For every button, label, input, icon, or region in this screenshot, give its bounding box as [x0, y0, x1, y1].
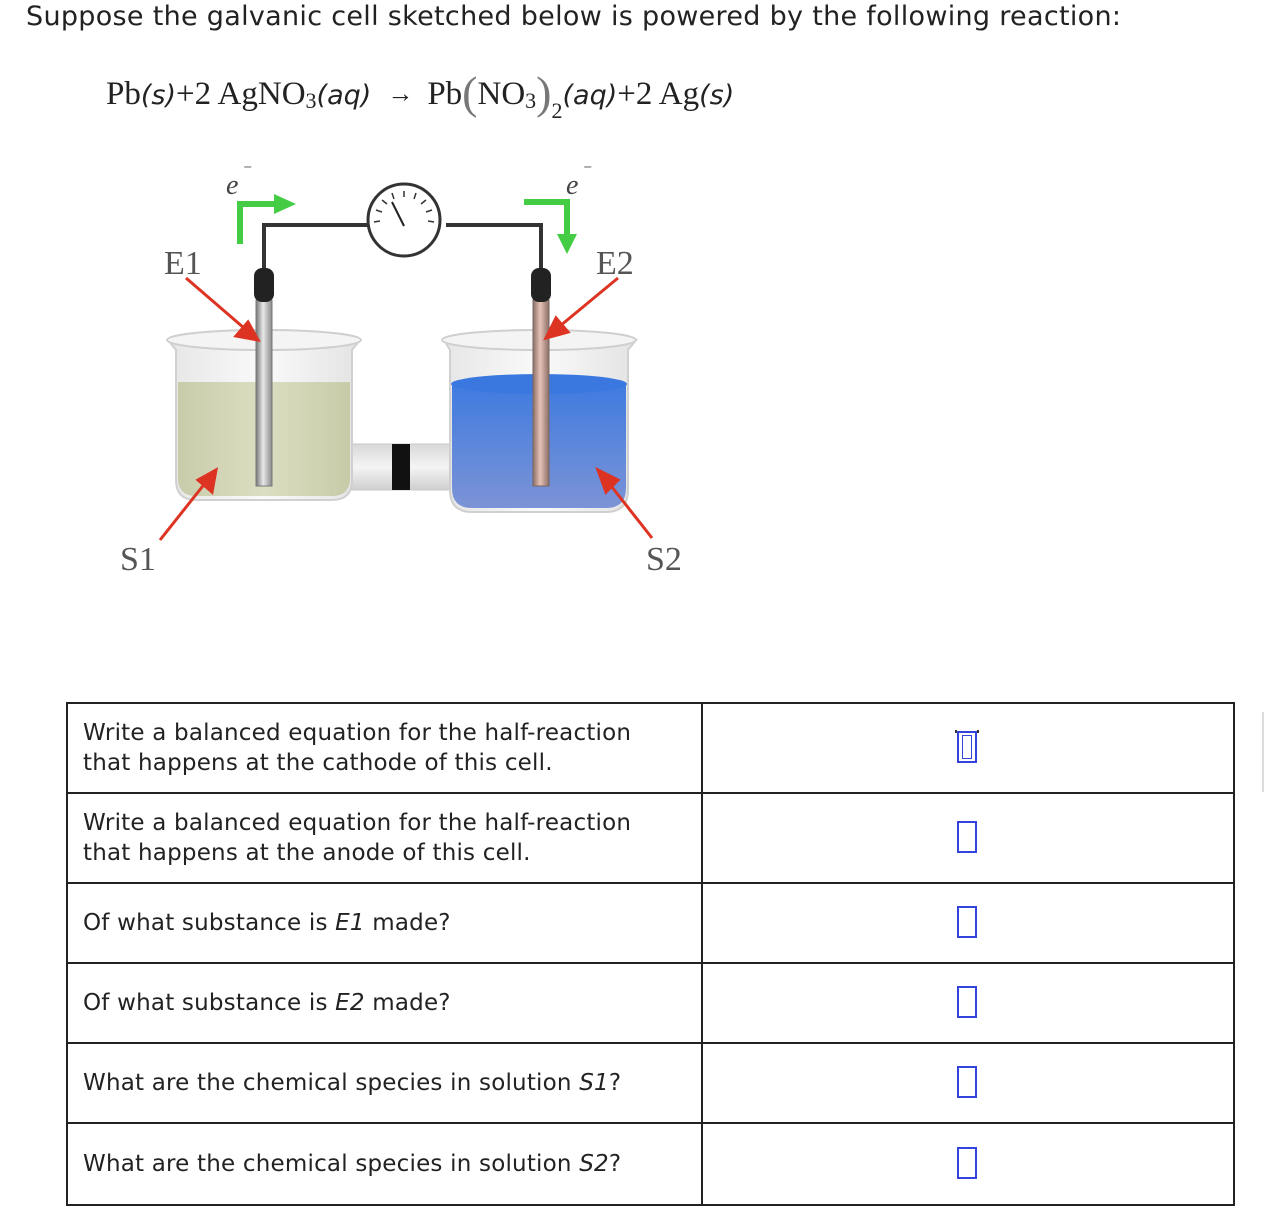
question-text: [67, 703, 702, 793]
reactant-pb: Pb: [106, 76, 141, 112]
question-text-part: Write a balanced equation for the half-reaction: [83, 720, 632, 746]
answer-cell: [702, 963, 1234, 1043]
question-row: [67, 1043, 1234, 1123]
question-row: [67, 963, 1234, 1043]
electron-flow-arrow-right-icon: [524, 202, 567, 236]
question-row: [67, 883, 1234, 963]
questions-table: [66, 702, 1235, 1206]
electrode-e1: [254, 268, 274, 486]
question-text-part: Of what substance is: [83, 910, 336, 936]
galvanic-cell-diagram: [0, 150, 760, 600]
answer-input-box[interactable]: [957, 731, 977, 763]
electron-label-right: e: [566, 170, 579, 201]
problem-intro: Suppose the galvanic cell sketched below is powered by the following reaction:: [26, 1, 1122, 32]
question-text: [67, 1043, 702, 1123]
answer-cell: [702, 1123, 1234, 1205]
salt-bridge-plug: [392, 444, 410, 490]
state-label: (aq): [316, 80, 372, 111]
answer-input-box[interactable]: [957, 821, 977, 853]
question-row: [67, 1123, 1234, 1205]
label-s2: S2: [646, 541, 682, 578]
label-e2: E2: [596, 245, 634, 282]
question-symbol: S2: [579, 1151, 609, 1177]
question-text-part: ?: [608, 1070, 622, 1096]
label-e1: E1: [164, 245, 202, 282]
answer-input-box[interactable]: [957, 986, 977, 1018]
svg-text:⁻: ⁻: [583, 160, 593, 180]
question-text-part: ?: [608, 1151, 622, 1177]
question-text: [67, 1123, 702, 1205]
left-paren: (: [462, 67, 478, 118]
state-label: (s): [140, 80, 176, 111]
question-text-part: What are the chemical species in solution: [83, 1151, 580, 1177]
answer-cell: [702, 883, 1234, 963]
subscript: 2: [551, 98, 563, 123]
electrode-e2: [531, 268, 551, 486]
pointer-e2: [560, 278, 618, 326]
state-label: (s): [699, 80, 735, 111]
reaction-equation: [106, 62, 735, 123]
question-text-part: What are the chemical species in solution: [83, 1070, 580, 1096]
question-row: [67, 793, 1234, 883]
question-text-part: that happens at the cathode of this cell.: [83, 750, 553, 776]
question-text-part: made?: [364, 990, 451, 1016]
answer-input-box[interactable]: [957, 1147, 977, 1179]
reactant-agno3: +2 AgNO: [176, 76, 306, 112]
question-text: [67, 963, 702, 1043]
question-row: [67, 703, 1234, 793]
right-paren: ): [536, 67, 552, 118]
question-text: [67, 793, 702, 883]
product-pb: Pb: [427, 76, 463, 112]
electron-label-left: e: [226, 170, 239, 201]
answer-input-box[interactable]: [957, 906, 977, 938]
label-s1: S1: [120, 541, 156, 578]
voltmeter-icon: [368, 184, 440, 256]
question-text-part: Of what substance is: [83, 990, 336, 1016]
question-text-part: Write a balanced equation for the half-reaction: [83, 810, 632, 836]
subscript: 3: [305, 88, 317, 113]
answer-input-box[interactable]: [957, 1066, 977, 1098]
state-label: (aq): [562, 80, 618, 111]
answer-cell: [702, 1043, 1234, 1123]
question-text-part: that happens at the anode of this cell.: [83, 840, 531, 866]
svg-text:⁻: ⁻: [243, 160, 253, 180]
pointer-e1: [186, 278, 244, 328]
nitrate: NO: [477, 76, 526, 112]
subscript: 3: [525, 88, 537, 113]
question-symbol: E2: [335, 990, 365, 1016]
product-ag: +2 Ag: [617, 76, 700, 112]
answer-cell: [702, 703, 1234, 793]
question-symbol: E1: [335, 910, 365, 936]
reaction-arrow-icon: →: [387, 79, 414, 108]
question-text: [67, 883, 702, 963]
question-text-part: made?: [364, 910, 451, 936]
answer-cell: [702, 793, 1234, 883]
question-symbol: S1: [579, 1070, 609, 1096]
